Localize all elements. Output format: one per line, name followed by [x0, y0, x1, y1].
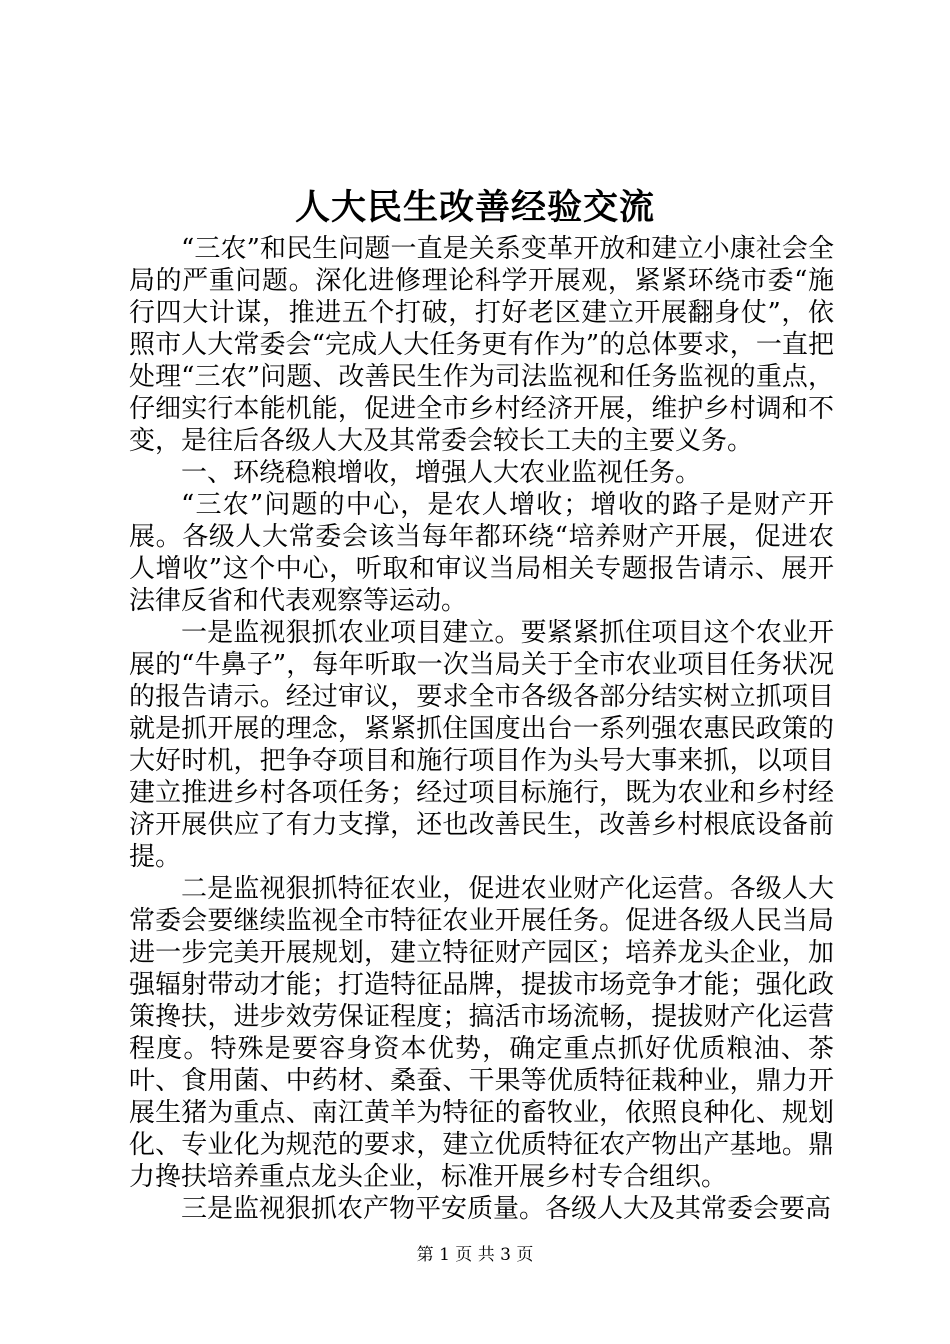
paragraph-point-2: 二是监视狠抓特征农业，促进农业财产化运营。各级人大常委会要继续监视全市特征农业开展任务。促进各级人民当局进一步完美开展规划，建立特征财产园区；培养龙头企业，加强辐射带动才能；打造特征品牌，提拔市场竞争才能；强化政策搀扶，进步效劳保证程度；搞活市场流畅，提拔财产化运营程度。特殊是要容身资本优势，确定重点抓好优质粮油、茶叶、食用菌、中药材、桑蚕、干果等优质特征栽种业，鼎力开展生猪为重点、南江黄羊为特征的畜牧业，依照良种化、规划化、专业化为规范的要求，建立优质特征农产物出产基地。鼎力搀扶培养重点龙头企业，标准开展乡村专合组织。: [129, 874, 834, 1192]
paragraph-section-1-intro: “三农”问题的中心，是农人增收；增收的路子是财产开展。各级人大常委会该当每年都环绕“培养财产开展，促进农人增收”这个中心，听取和审议当局相关专题报告请示、展开法律反省和代表观察等运动。: [129, 490, 834, 616]
section-heading-1: 一、环绕稳粮增收，增强人大农业监视任务。: [181, 458, 702, 488]
paragraph-point-1: 一是监视狠抓农业项目建立。要紧紧抓住项目这个农业开展的“牛鼻子”，每年听取一次当局关于全市农业项目任务状况的报告请示。经过审议，要求全市各级各部分结实树立抓项目就是抓开展的理念，紧紧抓住国度出台一系列强农惠民政策的大好时机，把争夺项目和施行项目作为头号大事来抓，以项目建立推进乡村各项任务；经过项目标施行，既为农业和乡村经济开展供应了有力支撑，还也改善民生，改善乡村根底设备前提。: [129, 618, 834, 872]
page-footer: 第 1 页 共 3 页: [416, 1245, 534, 1265]
paragraph-intro: “三农”和民生问题一直是关系变革开放和建立小康社会全局的严重问题。深化进修理论科学开展观，紧紧环绕市委“施行四大计谋，推进五个打破，打好老区建立开展翻身仗”，依照市人大常委会“完成人大任务更有作为”的总体要求，一直把处理“三农”问题、改善民生作为司法监视和任务监视的重点，仔细实行本能机能，促进全市乡村经济开展，维护乡村调和不变，是往后各级人大及其常委会较长工夫的主要义务。: [129, 234, 834, 456]
paragraph-point-3: 三是监视狠抓农产物平安质量。各级人大及其常委会要高: [181, 1194, 832, 1224]
document-body: [129, 233, 834, 1225]
document-title: 人大民生改善经验交流: [294, 187, 655, 228]
